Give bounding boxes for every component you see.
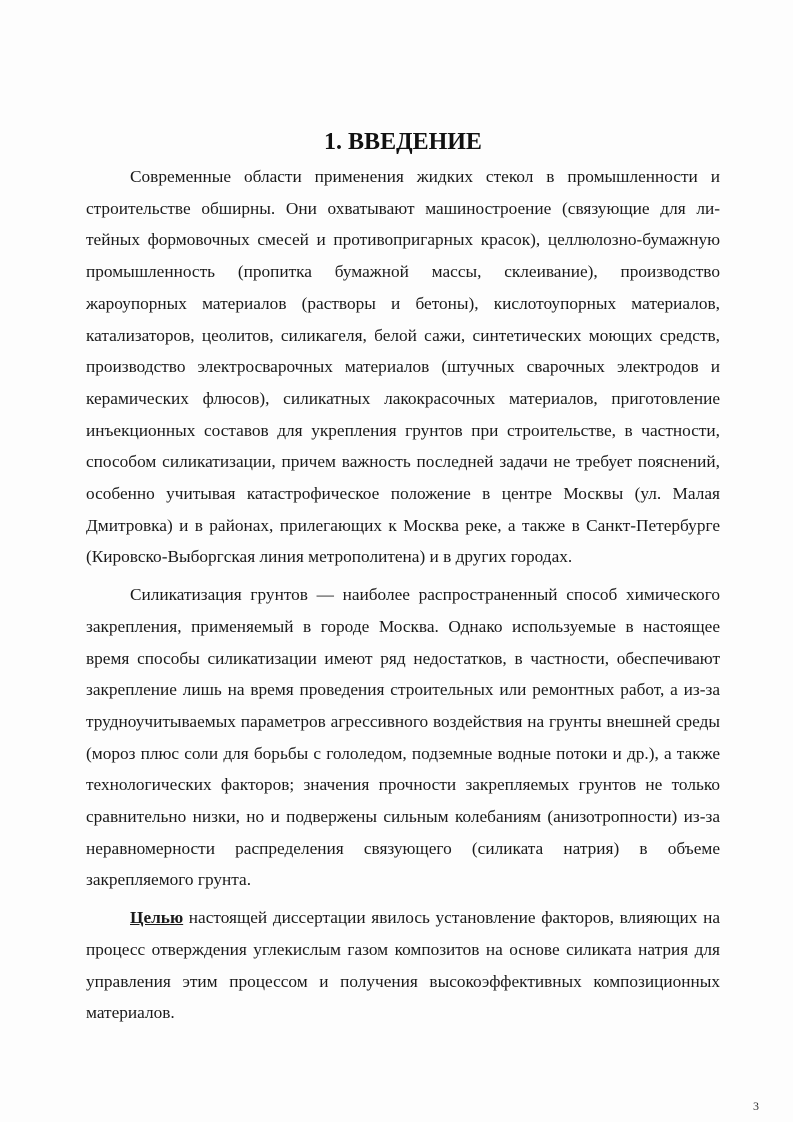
paragraph-applications: Современные области применения жидких стекол в промышленности и строительстве обширны. Они охватывают машиностроение (связующие для литейных формовочных смесей и противопригарных красок), целлюлозно-бумажную промышленность (пропитка бумажной массы, склеивание), производство жароупорных материалов (растворы и бетоны), кислотоупорных материалов, катализаторов, цеолитов, силикагеля, белой сажи, синтетических моющих средств, производство электросварочных материалов (штучных сварочных электродов и керамических флюсов), силикатных лакокрасочных материалов, приготовление инъекционных составов для укрепления грунтов при строительстве, в частности, способом силикатизации, причем важность последней задачи не требует пояснений, особенно учитывая катастрофическое положение в центре Москвы (ул. Малая Дмитровка) и в районах, прилегающих к Москва реке, а также в Санкт-Петербурге (Кировско-Выборгская линия метрополитена) и в других городах. xyxy=(86,167,720,567)
page-title: 1. ВВЕДЕНИЕ xyxy=(324,129,482,155)
paragraph-goal xyxy=(86,902,720,1029)
goal-keyword: Целью xyxy=(130,908,184,928)
paragraph-silicatization: Силикатизация грунтов — наиболее распространенный способ химического закрепления, применяемый в городе Москва. Однако используемые в настоящее время способы силикатизации имеют ряд недостатков, в частности, обеспечивают закрепление лишь на время проведения строительных или ремонтных работ, а из-за трудноучитываемых параметров агрессивного воздействия на грунты внешней среды (мороз плюс соли для борьбы с гололедом, подземные водные потоки и др.), а также технологических факторов; значения прочности закрепляемых грунтов не только сравнительно низки, но и подвержены сильным колебаниям (анизотропности) из-за неравномерности распределения связующего (силиката натрия) в объеме закрепляемого грунта. xyxy=(86,585,720,890)
document-body xyxy=(86,127,720,1035)
goal-text: настоящей диссертации явилось установление факторов, влияющих на процесс отверждения углекислым газом композитов на основе силиката натрия для управления этим процессом и получения высокоэффективных композиционных материалов. xyxy=(86,908,720,1023)
page-number: 3 xyxy=(753,1099,759,1113)
